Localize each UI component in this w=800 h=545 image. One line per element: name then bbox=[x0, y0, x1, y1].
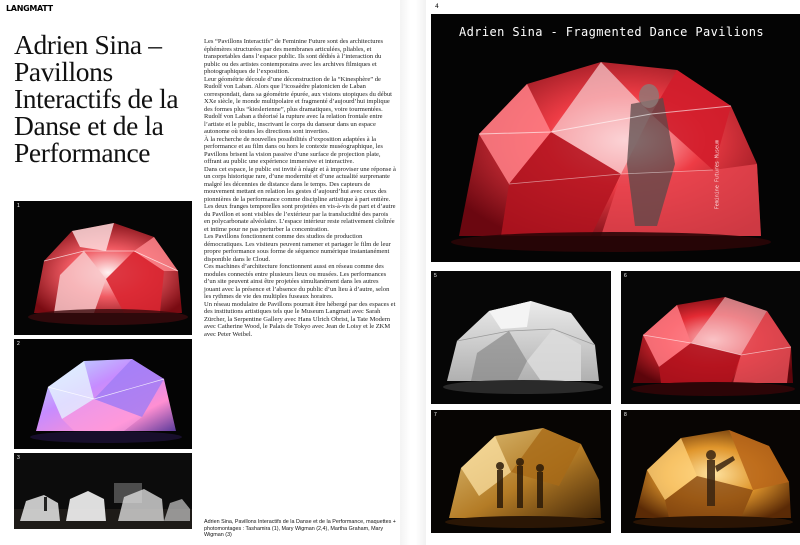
figure-8-number: 8 bbox=[624, 412, 627, 418]
gallery-pavilions-image bbox=[14, 453, 192, 529]
figure-6-red-pavilion bbox=[621, 271, 800, 404]
figure-2-number: 2 bbox=[17, 341, 20, 347]
paragraph-7: Les Pavillons fonctionnent comme des studios de production démocratiques. Les visiteurs peuvent ramener et partager le film de leur propre performance sous forme de séquence numérique instantanément disponible dans le Cloud. bbox=[204, 233, 391, 263]
figure-3-gallery-pavilions bbox=[14, 453, 192, 529]
figure-7-amber-pavilion bbox=[431, 410, 611, 533]
figure-4-overlay-title: Adrien Sina - Fragmented Dance Pavilions bbox=[459, 25, 764, 39]
paragraph-6: Les deux franges temporelles sont projetées en vis-à-vis de part et d’autre du Pavillon et sont visibles de l’extérieur par la translucidité des parois en polycarbonate alvéolaire. L’espace intérieur reste relativement cloîtrée et intime pour ne pas perturber la concentration. bbox=[204, 203, 396, 233]
figure-3-number: 3 bbox=[17, 455, 20, 461]
figure-2-iridescent-pavilion bbox=[14, 339, 192, 449]
figure-7-number: 7 bbox=[434, 412, 437, 418]
figure-5-white-pavilion bbox=[431, 271, 611, 404]
paragraph-9: Un réseau modulaire de Pavillons pourrait être hébergé par des espaces et des institutions artistiques tels que le Museum Langmatt avec Sarah Zürcher, la Serpentine Gallery avec Hans Ulrich Obrist, la Tate Modern avec Catherine Wood, le Palais de Tokyo avec Jean de Loisy et le ZKM avec Peter Weibel. bbox=[204, 300, 396, 338]
paragraph-4: À la recherche de nouvelles possibilités d’exposition adaptées à la performance et au film dans ou hors le contexte muséographique, les Pavillons brisent la vision passive d’une surface de projection plate, offrant au public une expérience immersive et interactive. bbox=[204, 135, 383, 165]
paragraph-3: Rudolf von Laban a théorisé la rupture avec la relation frontale entre l’artiste et le public, inscrivant le corps du danseur dans un espace autonome où toutes les directions sont inverties. bbox=[204, 113, 383, 135]
figure-5-number: 5 bbox=[434, 273, 437, 279]
paragraph-2: Leur géométrie découle d’une déconstruction de la “Kinesphère” de Rudolf von Laban. Alors que l’icosaèdre platonicien de Laban correspondait, dans sa géométrie épurée, aux visions utopiques du début XXe siècle, le monde multipolaire et fragmenté d’aujourd’hui implique des formes plus “kieslerienne”, plus dramatiques, voire tourmentées. bbox=[204, 75, 392, 113]
amber-pavilion-image bbox=[431, 410, 611, 533]
amber-pavilion-dancer-image bbox=[621, 410, 800, 533]
spread-gutter bbox=[400, 0, 426, 545]
figure-4-watermark: Feminine Futures Museum bbox=[714, 140, 720, 210]
figure-4-fragmented-dance-pavilion bbox=[431, 14, 800, 262]
magazine-logo: LANGMATT bbox=[6, 4, 53, 13]
figure-caption: Adrien Sina, Pavillons Interactifs de la Danse et de la Performance, maquettes + photomontages : Tashamira (1), Mary Wigman (2,4), Martha Graham, Mary Wigman (3) bbox=[204, 519, 396, 539]
red-pavilion-image bbox=[14, 201, 192, 335]
paragraph-8: Ces machines d’architecture fonctionnent aussi en réseau comme des modules connectés entre plusieurs lieux ou musées. Les performances d’un site peuvent ainsi être projetées simultanément dans les autres jouant avec la présence et l’absence du public d’un lieu à d’autre, selon les rythmes de vie des multiples fuseaux horaires. bbox=[204, 263, 390, 300]
figure-8-amber-pavilion-dancer bbox=[621, 410, 800, 533]
paragraph-5: Dans cet espace, le public est invité à réagir et à improviser une réponse à un corps historique rare, d’une modernité et d’une actualité surprenante malgré les décennies de distance dans le temps. Des capteurs de mouvement mettant en relation les gestes d’aujourd’hui avec ceux des pionnières de la performance comme discipline artistique à part entière. bbox=[204, 165, 396, 203]
iridescent-pavilion-image bbox=[14, 339, 192, 449]
figure-6-number: 6 bbox=[624, 273, 627, 279]
right-page-number: 4 bbox=[435, 3, 439, 10]
fragmented-pavilion-image bbox=[431, 14, 800, 262]
white-pavilion-image bbox=[431, 271, 611, 404]
figure-1-red-pavilion bbox=[14, 201, 192, 335]
paragraph-1: Les “Pavillons Interactifs” de Feminine Future sont des architectures éphémères structurées par des membranes articulées, pliables, et transportables dans l’espace public. Ils sont dédiés à l’interaction du public ou des artistes contemporains avec les archives filmiques et photographiques de l’exposition. bbox=[204, 38, 384, 75]
red-pavilion-image-2 bbox=[621, 271, 800, 404]
figure-1-number: 1 bbox=[17, 203, 20, 209]
article-title: Adrien Sina – Pavillons Interactifs de la Danse et de la Performance bbox=[14, 29, 179, 168]
article-body bbox=[204, 38, 396, 338]
